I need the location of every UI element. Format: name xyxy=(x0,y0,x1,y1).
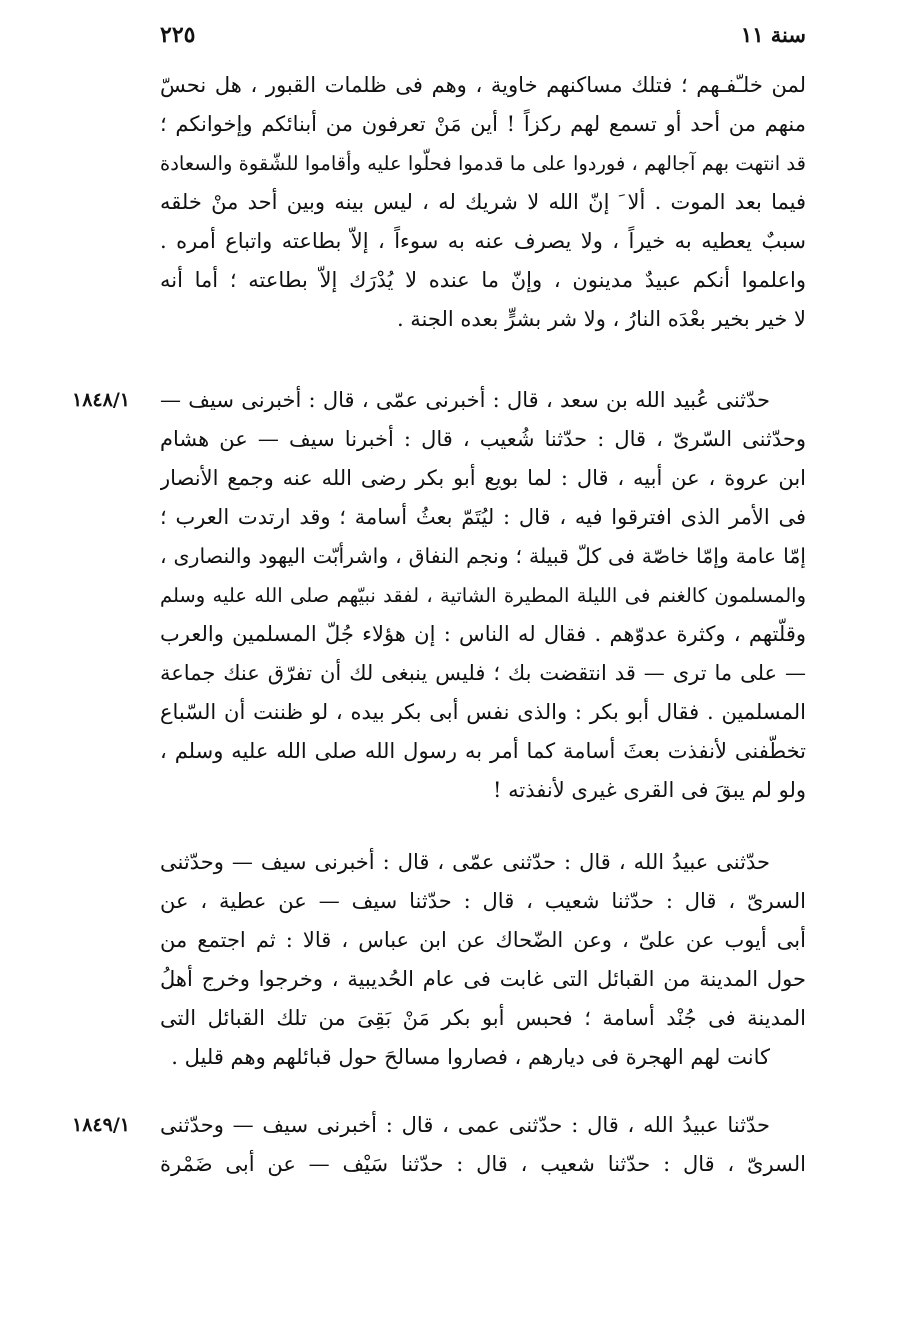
text-line: وحدّثنى السّرىّ ، قال : حدّثنا شُعيب ، قال : أخبرنا سيف — عن هشام xyxy=(160,427,806,451)
text-line: فيما بعد الموت . ألا َ إنّ الله لا شريك له ، ليس بينه وبين أحد منْ خلقه xyxy=(160,190,806,214)
text-line: حدّثنى عُبيد الله بن سعد ، قال : أخبرنى عمّى ، قال : أخبرنى سيف — xyxy=(160,388,770,412)
text-line: حدّثنى عبيدُ الله ، قال : حدّثنى عمّى ، قال : أخبرنى سيف — وحدّثنى xyxy=(160,850,770,874)
text-line: وقلّتهم ، وكثرة عدوّهم . فقال له الناس : إن هؤلاء جُلّ المسلمين والعرب xyxy=(160,622,806,646)
text-line: — على ما ترى — قد انتقضت بك ؛ فليس ينبغى لك أن تفرّق عنك جماعة xyxy=(160,661,806,685)
text-line: المسلمين . فقال أبو بكر : والذى نفس أبى بكر بيده ، لو ظننت أن السّباع xyxy=(160,700,806,724)
paragraph-1 xyxy=(160,66,806,339)
text-line: ابن عروة ، عن أبيه ، قال : لما بويع أبو بكر رضى الله عنه وجمع الأنصار xyxy=(160,466,806,490)
text-line: سببٌ يعطيه به خيراً ، ولا يصرف عنه به سوءاً ، إلاّ بطاعته واتباع أمره . xyxy=(160,229,806,253)
text-line: السرىّ ، قال : حدّثنا شعيب ، قال : حدّثنا سَيْف — عن أبى ضَمْرة xyxy=(160,1152,806,1176)
paragraph-4 xyxy=(160,1106,806,1184)
text-line: كانت لهم الهجرة فى ديارهم ، فصاروا مسالحَ حول قبائلهم وهم قليل . xyxy=(171,1045,770,1069)
margin-reference: ١٨٤٨/١ xyxy=(72,389,130,411)
page-header xyxy=(160,22,806,56)
text-line: حدّثنا عبيدُ الله ، قال : حدّثنى عمى ، قال : أخبرنى سيف — وحدّثنى xyxy=(160,1113,770,1137)
text-line: السرىّ ، قال : حدّثنا شعيب ، قال : حدّثنا سيف — عن عطية ، عن xyxy=(160,889,806,913)
text-line: منهم من أحد أو تسمع لهم ركزاً ! أين مَنْ تعرفون من أبنائكم وإخوانكم ؛ xyxy=(160,112,806,136)
running-head: سنة ١١ xyxy=(740,22,806,47)
text-line: لمن خلـّفـهم ؛ فتلك مساكنهم خاوية ، وهم فى ظلمات القبور ، هل نحسّ xyxy=(160,73,806,97)
text-line: المدينة فى جُنْد أسامة ؛ فحبس أبو بكر مَنْ بَقِىَ من تلك القبائل التى xyxy=(160,1006,806,1030)
text-line: واعلموا أنكم عبيدٌ مدينون ، وإنّ ما عنده لا يُدْرَك إلاّ بطاعته ؛ أما أنه xyxy=(160,268,806,292)
text-line: تخطّفنى لأنفذت بعثَ أسامة كما أمر به رسول الله صلى الله عليه وسلم ، xyxy=(160,739,806,763)
text-line: فى الأمر الذى افترقوا فيه ، قال : ليُتَمّ بعثُ أسامة ؛ وقد ارتدت العرب ؛ xyxy=(160,505,806,529)
text-line: والمسلمون كالغنم فى الليلة المطيرة الشاتية ، لفقد نبيّهم صلى الله عليه وسلم xyxy=(160,584,806,607)
margin-reference: ١٨٤٩/١ xyxy=(72,1114,130,1136)
text-line: قد انتهت بهم آجالهم ، فوردوا على ما قدموا فحلّوا عليه وأقاموا للشّقوة والسعادة xyxy=(160,152,806,175)
text-line: أبى أيوب عن علىّ ، وعن الضّحاك عن ابن عباس ، قالا : ثم اجتمع من xyxy=(160,928,806,952)
page-number: ٢٢٥ xyxy=(160,22,196,48)
text-line: حول المدينة من القبائل التى غابت فى عام الحُديبية ، وخرجوا وخرج أهلُ xyxy=(160,967,806,991)
text-line: ولو لم يبقَ فى القرى غيرى لأنفذته ! xyxy=(493,778,806,802)
paragraph-3 xyxy=(160,843,806,1077)
text-line: إمّا عامة وإمّا خاصّة فى كلّ قبيلة ؛ ونجم النفاق ، واشرأبّت اليهود والنصارى ، xyxy=(160,544,806,568)
paragraph-2 xyxy=(160,381,806,810)
text-line: لا خير بخير بعْدَه النارُ ، ولا شر بشرٍّ بعده الجنة . xyxy=(396,307,806,331)
